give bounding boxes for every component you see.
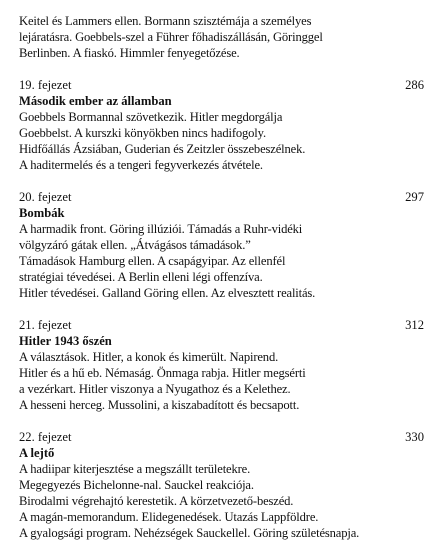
text-line: A haditermelés és a tengeri fegyverkezés átvétele. (19, 158, 263, 172)
text-line: A választások. Hitler, a konok és kimerült. Napirend. (19, 350, 279, 364)
text-line: Támadások Hamburg ellen. A csapágyipar. Az ellenfél (19, 254, 286, 268)
chapter-label: 20. fejezet (19, 190, 72, 204)
chapter-header (19, 77, 424, 93)
text-line: A gyalogsági program. Nehézségek Sauckellel. Göring születésnapja. (19, 526, 360, 540)
text-line: Berlinben. A fiaskó. Himmler fenyegetőzése. (19, 46, 240, 60)
chapter-title: Bombák (19, 206, 65, 220)
text-line: Birodalmi végrehajtó kerestetik. A körzetvezető-beszéd. (19, 494, 294, 508)
chapter-header (19, 429, 424, 445)
chapter-title: A lejtő (19, 446, 55, 460)
text-line: völgyzáró gátak ellen. „Átvágásos támadások.” (19, 238, 251, 252)
text-line: Goebbels Bormannal szövetkezik. Hitler megdorgálja (19, 110, 283, 124)
text-line: lejáratásra. Goebbels-szel a Führer főhadiszállásán, Göringgel (19, 30, 323, 44)
chapter-header (19, 189, 424, 205)
text-line: Megegyezés Bichelonne-nal. Sauckel reakciója. (19, 478, 254, 492)
text-line: Goebbelst. A kurszki könyökben nincs hadifogoly. (19, 126, 266, 140)
chapter-title: Hitler 1943 őszén (19, 334, 112, 348)
text-line: A hadiipar kiterjesztése a megszállt területekre. (19, 462, 251, 476)
text-line: Hitler tévedései. Galland Göring ellen. Az elvesztett realitás. (19, 286, 316, 300)
chapter-22 (19, 429, 424, 541)
chapter-header (19, 317, 424, 333)
text-line: A harmadik front. Göring illúziói. Támadás a Ruhr-vidéki (19, 222, 303, 236)
text-line: Hitler és a hű eb. Némaság. Önmaga rabja. Hitler megsérti (19, 366, 306, 380)
chapter-label: 21. fejezet (19, 318, 72, 332)
page-number: 297 (405, 190, 424, 204)
text-line: stratégiai tévedései. A Berlin elleni légi offenzíva. (19, 270, 263, 284)
text-line: Keitel és Lammers ellen. Bormann szisztémája a személyes (19, 14, 312, 28)
intro-paragraph (19, 13, 424, 61)
table-of-contents (19, 13, 424, 541)
page-number: 330 (405, 430, 424, 444)
chapter-20 (19, 189, 424, 301)
chapter-label: 19. fejezet (19, 78, 72, 92)
page-number: 312 (405, 318, 424, 332)
text-line: A magán-memorandum. Elidegenedések. Utazás Lappföldre. (19, 510, 319, 524)
chapter-title: Második ember az államban (19, 94, 172, 108)
text-line: a vezérkart. Hitler viszonya a Nyugathoz és a Kelethez. (19, 382, 291, 396)
chapter-19 (19, 77, 424, 173)
text-line: Hidfőállás Ázsiában, Guderian és Zeitzler összebeszélnek. (19, 142, 306, 156)
page-number: 286 (405, 78, 424, 92)
chapter-label: 22. fejezet (19, 430, 72, 444)
text-line: A hesseni herceg. Mussolini, a kiszabadított és becsapott. (19, 398, 300, 412)
chapter-21 (19, 317, 424, 413)
